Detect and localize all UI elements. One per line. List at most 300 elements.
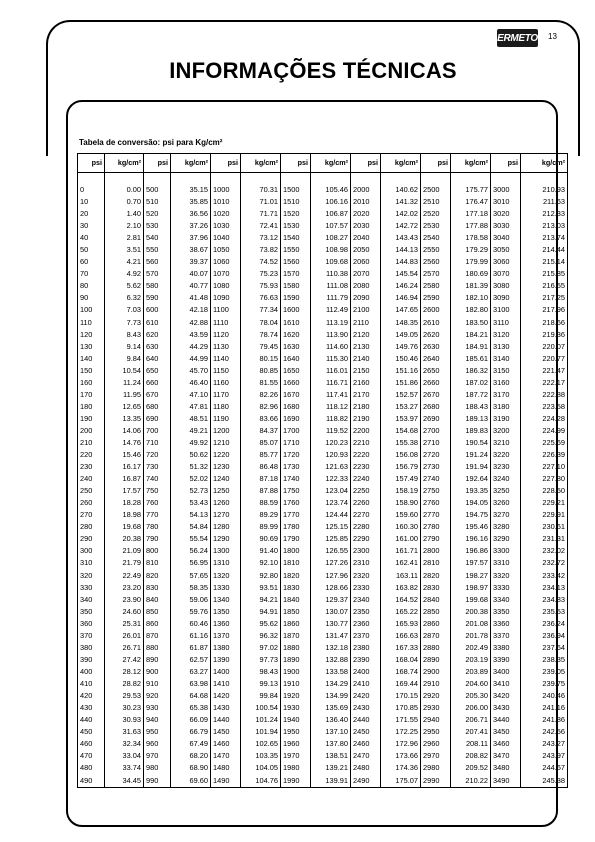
psi-cell: 340 [78,594,105,606]
kgcm2-cell: 0.70 [105,196,144,208]
kgcm2-cell: 35.85 [171,196,211,208]
kgcm2-cell: 104.76 [241,774,281,787]
kgcm2-cell: 194.75 [451,509,491,521]
table-spacer-cell [144,173,171,185]
psi-cell: 2880 [421,642,451,654]
psi-cell: 120 [78,329,105,341]
kgcm2-cell: 203.89 [451,666,491,678]
psi-cell: 3130 [491,341,521,353]
kgcm2-cell: 32.34 [105,738,144,750]
table-spacer-cell [171,173,211,185]
psi-cell: 2440 [351,714,381,726]
psi-cell: 660 [144,377,171,389]
psi-cell: 1200 [211,425,241,437]
psi-cell: 830 [144,582,171,594]
psi-cell: 2330 [351,582,381,594]
kgcm2-cell: 117.41 [311,389,351,401]
kgcm2-cell: 17.57 [105,485,144,497]
table-spacer-cell [351,173,381,185]
psi-cell: 1870 [281,630,311,642]
kgcm2-cell: 98.43 [241,666,281,678]
kgcm2-cell: 175.07 [381,774,421,787]
psi-cell: 1060 [211,256,241,268]
kgcm2-cell: 16.87 [105,473,144,485]
psi-cell: 2380 [351,642,381,654]
kgcm2-cell: 147.65 [381,304,421,316]
table-row [78,341,568,353]
psi-cell: 2370 [351,630,381,642]
psi-cell: 650 [144,365,171,377]
kgcm2-cell: 14.76 [105,437,144,449]
kgcm2-cell: 77.34 [241,304,281,316]
psi-cell: 3120 [491,329,521,341]
kgcm2-cell: 192.64 [451,473,491,485]
psi-cell: 1860 [281,618,311,630]
psi-cell: 1010 [211,196,241,208]
kgcm2-cell: 14.06 [105,425,144,437]
kgcm2-cell: 87.18 [241,473,281,485]
kgcm2-cell: 91.40 [241,545,281,557]
table-row [78,304,568,316]
kgcm2-cell: 222.17 [521,377,568,389]
psi-cell: 2850 [421,606,451,618]
psi-cell: 2190 [351,413,381,425]
psi-cell: 1090 [211,292,241,304]
kgcm2-cell: 159.60 [381,509,421,521]
kgcm2-cell: 96.32 [241,630,281,642]
table-row [78,509,568,521]
psi-cell: 460 [78,738,105,750]
psi-cell: 2610 [421,317,451,329]
table-spacer-cell [451,173,491,185]
kgcm2-cell: 65.38 [171,702,211,714]
psi-cell: 1220 [211,449,241,461]
kgcm2-cell: 173.66 [381,750,421,762]
psi-cell: 240 [78,473,105,485]
psi-cell: 3190 [491,413,521,425]
table-spacer-cell [421,173,451,185]
kgcm2-cell: 45.70 [171,365,211,377]
kgcm2-cell: 23.90 [105,594,144,606]
kgcm2-cell: 104.05 [241,762,281,774]
psi-cell: 2830 [421,582,451,594]
kgcm2-cell: 39.37 [171,256,211,268]
psi-cell: 2120 [351,329,381,341]
psi-cell: 2340 [351,594,381,606]
kgcm2-cell: 207.41 [451,726,491,738]
kgcm2-cell: 209.52 [451,762,491,774]
psi-cell: 850 [144,606,171,618]
kgcm2-cell: 33.04 [105,750,144,762]
psi-cell: 700 [144,425,171,437]
kgcm2-cell: 103.35 [241,750,281,762]
kgcm2-cell: 152.57 [381,389,421,401]
table-row [78,196,568,208]
kgcm2-cell: 52.73 [171,485,211,497]
psi-cell: 2350 [351,606,381,618]
psi-cell: 2590 [421,292,451,304]
kgcm2-cell: 134.29 [311,678,351,690]
kgcm2-cell: 92.80 [241,570,281,582]
psi-cell: 3200 [491,425,521,437]
psi-cell: 2180 [351,401,381,413]
psi-cell: 130 [78,341,105,353]
kgcm2-cell: 175.77 [451,184,491,196]
kgcm2-cell: 212.33 [521,208,568,220]
psi-cell: 1780 [281,521,311,533]
kgcm2-cell: 97.73 [241,654,281,666]
column-header-kgcm2: kg/cm² [451,154,491,173]
psi-cell: 2410 [351,678,381,690]
kgcm2-cell: 190.54 [451,437,491,449]
psi-cell: 1880 [281,642,311,654]
psi-cell: 1490 [211,774,241,787]
table-row [78,401,568,413]
psi-cell: 2470 [351,750,381,762]
kgcm2-cell: 128.66 [311,582,351,594]
psi-cell: 1180 [211,401,241,413]
kgcm2-cell: 189.13 [451,413,491,425]
kgcm2-cell: 140.62 [381,184,421,196]
psi-cell: 190 [78,413,105,425]
column-header-psi: psi [351,154,381,173]
kgcm2-cell: 243.27 [521,738,568,750]
table-row [78,329,568,341]
psi-cell: 250 [78,485,105,497]
psi-cell: 110 [78,317,105,329]
psi-cell: 3340 [491,594,521,606]
column-header-psi: psi [144,154,171,173]
kgcm2-cell: 48.51 [171,413,211,425]
kgcm2-cell: 119.52 [311,425,351,437]
psi-cell: 2040 [351,232,381,244]
psi-cell: 3380 [491,642,521,654]
psi-cell: 2730 [421,461,451,473]
kgcm2-cell: 229.21 [521,497,568,509]
kgcm2-cell: 234.13 [521,582,568,594]
table-row [78,413,568,425]
table-row [78,545,568,557]
psi-cell: 3320 [491,570,521,582]
table-row [78,666,568,678]
kgcm2-cell: 121.63 [311,461,351,473]
kgcm2-cell: 55.54 [171,533,211,545]
kgcm2-cell: 135.69 [311,702,351,714]
kgcm2-cell: 186.32 [451,365,491,377]
kgcm2-cell: 187.02 [451,377,491,389]
kgcm2-cell: 111.08 [311,280,351,292]
psi-cell: 970 [144,750,171,762]
kgcm2-cell: 215.14 [521,256,568,268]
kgcm2-cell: 92.10 [241,557,281,569]
psi-cell: 80 [78,280,105,292]
kgcm2-cell: 56.95 [171,557,211,569]
kgcm2-cell: 33.74 [105,762,144,774]
psi-cell: 1590 [281,292,311,304]
kgcm2-cell: 195.46 [451,521,491,533]
psi-cell: 1270 [211,509,241,521]
kgcm2-cell: 3.51 [105,244,144,256]
kgcm2-cell: 123.74 [311,497,351,509]
table-header-row [78,154,568,173]
psi-cell: 2910 [421,678,451,690]
psi-cell: 370 [78,630,105,642]
psi-cell: 1430 [211,702,241,714]
kgcm2-cell: 78.04 [241,317,281,329]
table-spacer-cell [281,173,311,185]
kgcm2-cell: 206.71 [451,714,491,726]
psi-cell: 2930 [421,702,451,714]
kgcm2-cell: 184.21 [451,329,491,341]
column-header-kgcm2: kg/cm² [521,154,568,173]
psi-cell: 3110 [491,317,521,329]
kgcm2-cell: 52.02 [171,473,211,485]
kgcm2-cell: 233.42 [521,570,568,582]
psi-cell: 2080 [351,280,381,292]
table-row [78,256,568,268]
psi-cell: 2360 [351,618,381,630]
kgcm2-cell: 75.23 [241,268,281,280]
psi-cell: 3010 [491,196,521,208]
psi-cell: 2570 [421,268,451,280]
psi-cell: 3440 [491,714,521,726]
kgcm2-cell: 225.69 [521,437,568,449]
psi-cell: 1190 [211,413,241,425]
kgcm2-cell: 181.39 [451,280,491,292]
kgcm2-cell: 179.29 [451,244,491,256]
psi-cell: 2650 [421,365,451,377]
psi-cell: 3330 [491,582,521,594]
psi-cell: 1520 [281,208,311,220]
table-row [78,244,568,256]
psi-cell: 2640 [421,353,451,365]
psi-cell: 3240 [491,473,521,485]
psi-cell: 2620 [421,329,451,341]
psi-cell: 3090 [491,292,521,304]
psi-cell: 1680 [281,401,311,413]
psi-cell: 3040 [491,232,521,244]
psi-cell: 2310 [351,557,381,569]
psi-cell: 1600 [281,304,311,316]
psi-cell: 1500 [281,184,311,196]
psi-cell: 610 [144,317,171,329]
psi-cell: 1410 [211,678,241,690]
psi-cell: 1240 [211,473,241,485]
psi-cell: 860 [144,618,171,630]
kgcm2-cell: 21.79 [105,557,144,569]
kgcm2-cell: 71.01 [241,196,281,208]
psi-cell: 1720 [281,449,311,461]
kgcm2-cell: 86.48 [241,461,281,473]
kgcm2-cell: 89.99 [241,521,281,533]
psi-cell: 2810 [421,557,451,569]
psi-cell: 1980 [281,762,311,774]
psi-cell: 200 [78,425,105,437]
psi-cell: 1460 [211,738,241,750]
psi-cell: 230 [78,461,105,473]
kgcm2-cell: 239.75 [521,678,568,690]
kgcm2-cell: 158.19 [381,485,421,497]
kgcm2-cell: 151.86 [381,377,421,389]
psi-cell: 1420 [211,690,241,702]
kgcm2-cell: 59.06 [171,594,211,606]
table-spacer-cell [78,173,105,185]
kgcm2-cell: 54.13 [171,509,211,521]
kgcm2-cell: 162.41 [381,557,421,569]
table-spacer-cell [105,173,144,185]
psi-cell: 1950 [281,726,311,738]
psi-cell: 330 [78,582,105,594]
psi-cell: 1480 [211,762,241,774]
psi-cell: 70 [78,268,105,280]
kgcm2-cell: 82.26 [241,389,281,401]
table-row [78,750,568,762]
psi-cell: 980 [144,762,171,774]
kgcm2-cell: 165.93 [381,618,421,630]
kgcm2-cell: 106.87 [311,208,351,220]
kgcm2-cell: 213.03 [521,220,568,232]
kgcm2-cell: 170.85 [381,702,421,714]
table-row [78,485,568,497]
psi-cell: 2160 [351,377,381,389]
table-row [78,449,568,461]
kgcm2-cell: 153.97 [381,413,421,425]
psi-cell: 2390 [351,654,381,666]
table-row [78,497,568,509]
page-title: INFORMAÇÕES TÉCNICAS [169,58,457,83]
table-row [78,280,568,292]
psi-cell: 210 [78,437,105,449]
psi-cell: 1360 [211,618,241,630]
psi-cell: 640 [144,353,171,365]
kgcm2-cell: 236.94 [521,630,568,642]
table-spacer-row [78,173,568,185]
table-row [78,425,568,437]
psi-cell: 680 [144,401,171,413]
kgcm2-cell: 235.53 [521,606,568,618]
table-spacer-cell [311,173,351,185]
table-row [78,317,568,329]
table-row [78,738,568,750]
table-row [78,714,568,726]
psi-cell: 1250 [211,485,241,497]
table-row [78,184,568,196]
kgcm2-cell: 42.18 [171,304,211,316]
psi-cell: 1280 [211,521,241,533]
psi-cell: 2860 [421,618,451,630]
psi-cell: 590 [144,292,171,304]
kgcm2-cell: 19.68 [105,521,144,533]
kgcm2-cell: 58.35 [171,582,211,594]
kgcm2-cell: 214.44 [521,244,568,256]
psi-cell: 1150 [211,365,241,377]
psi-cell: 2750 [421,485,451,497]
kgcm2-cell: 15.46 [105,449,144,461]
table-row [78,582,568,594]
kgcm2-cell: 41.48 [171,292,211,304]
psi-cell: 1260 [211,497,241,509]
kgcm2-cell: 123.04 [311,485,351,497]
kgcm2-cell: 114.60 [311,341,351,353]
psi-cell: 1730 [281,461,311,473]
psi-cell: 1660 [281,377,311,389]
psi-cell: 2140 [351,353,381,365]
psi-cell: 420 [78,690,105,702]
psi-cell: 1750 [281,485,311,497]
psi-cell: 1840 [281,594,311,606]
psi-cell: 1540 [281,232,311,244]
psi-cell: 3420 [491,690,521,702]
psi-cell: 2060 [351,256,381,268]
psi-cell: 840 [144,594,171,606]
kgcm2-cell: 232.72 [521,557,568,569]
kgcm2-cell: 62.57 [171,654,211,666]
psi-cell: 3060 [491,256,521,268]
psi-cell: 990 [144,774,171,787]
psi-cell: 2950 [421,726,451,738]
kgcm2-cell: 198.97 [451,582,491,594]
kgcm2-cell: 67.49 [171,738,211,750]
psi-cell: 3250 [491,485,521,497]
kgcm2-cell: 102.65 [241,738,281,750]
kgcm2-cell: 205.30 [451,690,491,702]
kgcm2-cell: 56.24 [171,545,211,557]
psi-cell: 2890 [421,654,451,666]
kgcm2-cell: 196.16 [451,533,491,545]
table-row [78,473,568,485]
psi-cell: 3210 [491,437,521,449]
column-header-psi: psi [78,154,105,173]
psi-cell: 1940 [281,714,311,726]
psi-cell: 2050 [351,244,381,256]
kgcm2-cell: 74.52 [241,256,281,268]
kgcm2-cell: 224.28 [521,413,568,425]
psi-cell: 3350 [491,606,521,618]
kgcm2-cell: 133.58 [311,666,351,678]
kgcm2-cell: 34.45 [105,774,144,787]
psi-cell: 2300 [351,545,381,557]
psi-cell: 2240 [351,473,381,485]
table-row [78,630,568,642]
psi-cell: 3030 [491,220,521,232]
kgcm2-cell: 6.32 [105,292,144,304]
kgcm2-cell: 64.68 [171,690,211,702]
kgcm2-cell: 81.55 [241,377,281,389]
psi-cell: 2480 [351,762,381,774]
psi-cell: 2770 [421,509,451,521]
kgcm2-cell: 218.66 [521,317,568,329]
psi-cell: 780 [144,521,171,533]
psi-cell: 440 [78,714,105,726]
psi-cell: 1850 [281,606,311,618]
kgcm2-cell: 194.05 [451,497,491,509]
psi-cell: 1820 [281,570,311,582]
kgcm2-cell: 66.09 [171,714,211,726]
psi-cell: 220 [78,449,105,461]
psi-cell: 1020 [211,208,241,220]
kgcm2-cell: 80.15 [241,353,281,365]
kgcm2-cell: 113.90 [311,329,351,341]
psi-cell: 2280 [351,521,381,533]
psi-cell: 3140 [491,353,521,365]
psi-cell: 1810 [281,557,311,569]
kgcm2-cell: 80.85 [241,365,281,377]
kgcm2-cell: 236.24 [521,618,568,630]
table-spacer-cell [211,173,241,185]
kgcm2-cell: 2.10 [105,220,144,232]
psi-cell: 1310 [211,557,241,569]
kgcm2-cell: 106.16 [311,196,351,208]
